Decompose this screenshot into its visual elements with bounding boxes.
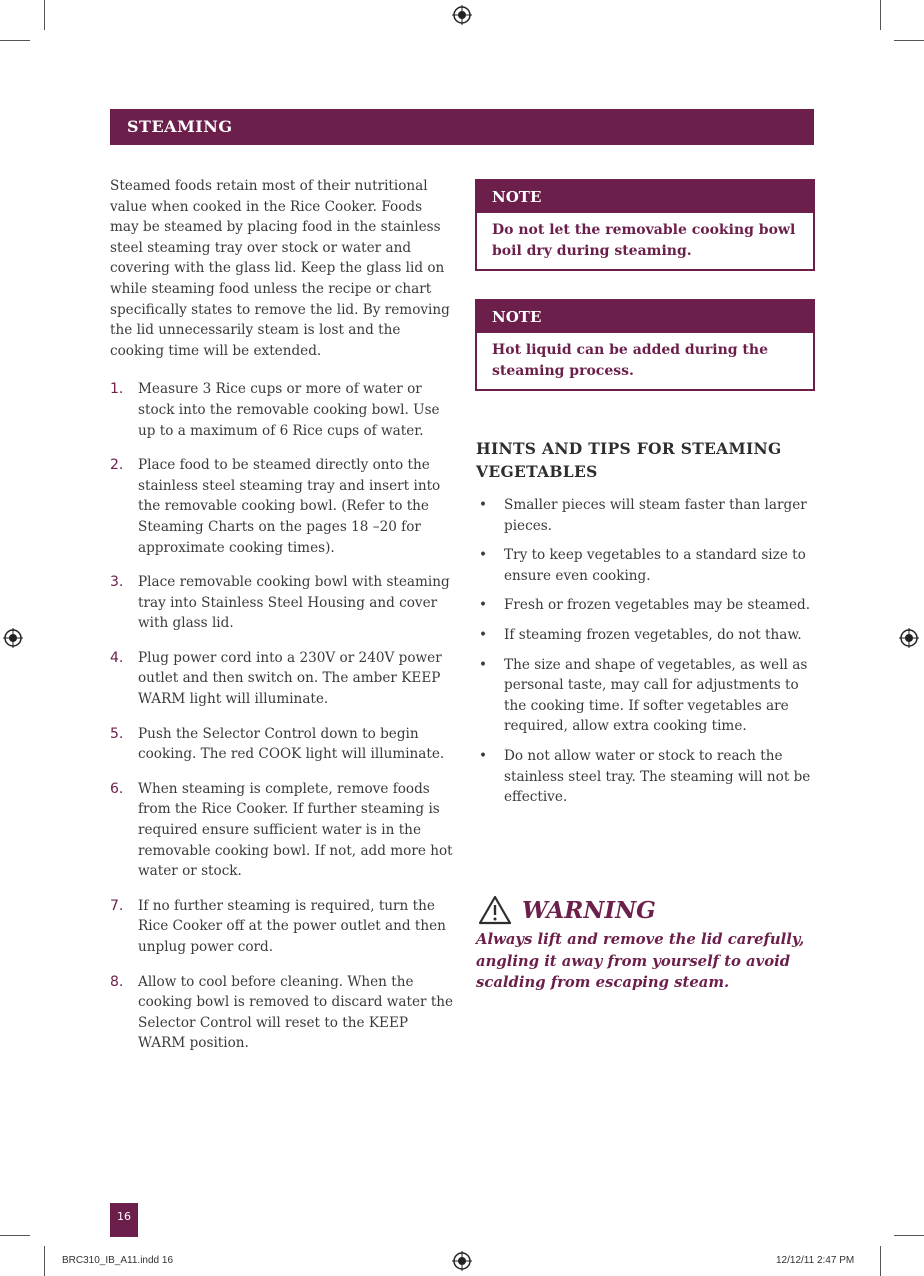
note-heading: NOTE: [477, 181, 813, 213]
hint-text: If steaming frozen vegetables, do not thaw.: [504, 626, 802, 643]
note-heading: NOTE: [477, 301, 813, 333]
bullet: •: [479, 497, 488, 513]
bullet: •: [479, 747, 488, 764]
step-number: 3.: [110, 574, 124, 591]
footer-datetime: 12/12/11 2:47 PM: [776, 1255, 855, 1266]
step-item: [110, 779, 455, 882]
hint-item: [476, 495, 816, 536]
step-text: Push the Selector Control down to begin cooking. The red COOK light will illuminate.: [138, 725, 445, 763]
crop-mark: [880, 1246, 881, 1276]
step-number: 2.: [110, 457, 124, 474]
warning-title: WARNING: [522, 896, 656, 924]
hints-list: [476, 495, 816, 817]
step-number: 7.: [110, 897, 124, 914]
step-text: If no further steaming is required, turn the Rice Cooker off at the power outlet and then unplug power cord.: [138, 897, 446, 955]
steps-list: [110, 379, 455, 1054]
crop-mark: [0, 40, 30, 41]
step-item: [110, 896, 455, 958]
crop-mark: [894, 1235, 924, 1236]
crop-mark: [894, 40, 924, 41]
footer-file-slug: BRC310_IB_A11.indd 16: [62, 1255, 174, 1266]
hints-heading: HINTS AND TIPS FOR STEAMING VEGETABLES: [476, 439, 782, 481]
crop-mark: [44, 0, 45, 30]
registration-mark-icon: [452, 5, 472, 25]
hint-text: Fresh or frozen vegetables may be steamed.: [504, 597, 811, 614]
step-text: Plug power cord into a 230V or 240V power outlet and then switch on. The amber KEEP WARM light will illuminate.: [138, 649, 442, 708]
warning-heading: [478, 893, 656, 927]
hint-item: [476, 746, 816, 808]
hint-item: [476, 655, 816, 737]
warning-triangle-icon: [478, 895, 512, 925]
step-item: [110, 379, 455, 441]
hint-text: Smaller pieces will steam faster than larger pieces.: [504, 497, 807, 534]
bullet: •: [479, 547, 488, 564]
step-text: Allow to cool before cleaning. When the cooking bowl is removed to discard water the Selector Control will reset to the KEEP WARM position.: [138, 973, 454, 1052]
step-number: 5.: [110, 725, 124, 742]
step-item: [110, 572, 455, 634]
hint-item: [476, 545, 816, 586]
step-number: 4.: [110, 649, 124, 666]
hint-text: Do not allow water or stock to reach the stainless steel tray. The steaming will not be effective.: [504, 747, 811, 806]
step-item: [110, 724, 455, 765]
registration-mark-icon: [452, 1251, 472, 1271]
bullet: •: [479, 626, 488, 643]
step-text: Measure 3 Rice cups or more of water or stock into the removable cooking bowl. Use up to a maximum of 6 Rice cups of water.: [138, 381, 440, 439]
crop-mark: [880, 0, 881, 30]
page-number: 16: [110, 1203, 138, 1237]
section-title: STEAMING: [110, 109, 814, 145]
step-item: [110, 455, 455, 558]
note-box: [475, 179, 815, 271]
step-text: When steaming is complete, remove foods from the Rice Cooker. If further steaming is required ensure sufficient water is in the removable cooking bowl. If not, add more hot water or stock.: [138, 780, 453, 880]
crop-mark: [44, 1246, 45, 1276]
bullet: •: [479, 597, 488, 614]
registration-mark-icon: [899, 628, 919, 648]
bullet: •: [479, 656, 488, 673]
step-number: 1.: [110, 381, 124, 398]
step-text: Place food to be steamed directly onto the stainless steel steaming tray and insert into the removable cooking bowl. (Refer to the Steaming Charts on the pages 18 –20 for approximate cooking times).: [138, 457, 441, 556]
hint-text: Try to keep vegetables to a standard size to ensure even cooking.: [504, 547, 806, 584]
hint-item: [476, 595, 816, 616]
note-box: [475, 299, 815, 391]
hint-item: [476, 625, 816, 646]
registration-mark-icon: [3, 628, 23, 648]
step-text: Place removable cooking bowl with steaming tray into Stainless Steel Housing and cover with glass lid.: [138, 574, 450, 632]
note-text: Hot liquid can be added during the steaming process.: [492, 342, 768, 379]
step-number: 8.: [110, 973, 124, 990]
intro-paragraph: Steamed foods retain most of their nutritional value when cooked in the Rice Cooker. Foods may be steamed by placing food in the stainless steel steaming tray over stock or water and covering with the glass lid. Keep the glass lid on while steaming food unless the recipe or chart specifically states to remove the lid. By removing the lid unnecessarily steam is lost and the cooking time will be extended.: [110, 178, 450, 359]
hint-text: The size and shape of vegetables, as well as personal taste, may call for adjustments to the cooking time. If softer vegetables are required, allow extra cooking time.: [504, 656, 808, 735]
crop-mark: [0, 1235, 30, 1236]
step-item: [110, 972, 455, 1054]
left-column: [110, 176, 455, 1068]
step-item: [110, 648, 455, 710]
step-number: 6.: [110, 780, 124, 797]
warning-text: Always lift and remove the lid carefully, angling it away from yourself to avoid scalding from escaping steam.: [476, 931, 805, 991]
note-text: Do not let the removable cooking bowl boil dry during steaming.: [492, 222, 796, 259]
